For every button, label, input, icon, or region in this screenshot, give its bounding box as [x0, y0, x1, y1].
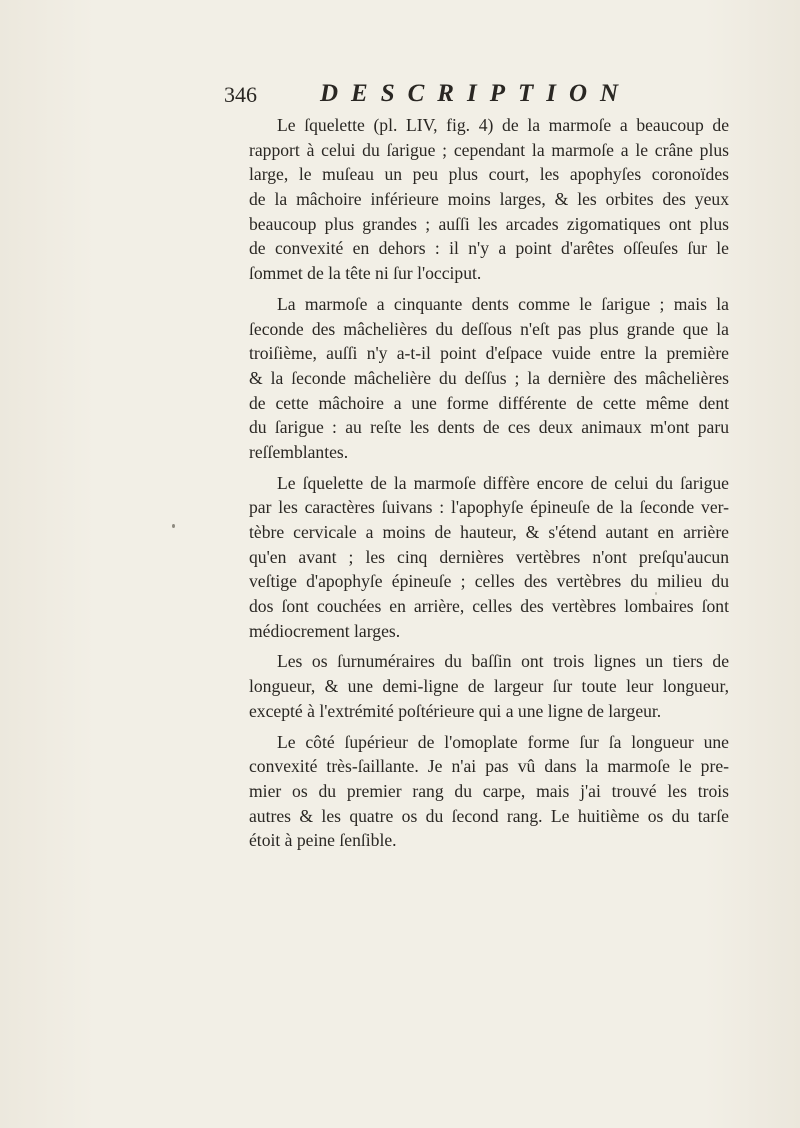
- body-text: [249, 113, 729, 853]
- text-line: large, le muſeau un peu plus court, les apophyſes coronoïdes: [249, 164, 729, 185]
- text-line: étoit à peine ſenſible.: [249, 830, 397, 851]
- paragraph: [249, 649, 729, 723]
- text-line: médiocrement larges.: [249, 620, 401, 641]
- text-line: dos ſont couchées en arrière, celles des vertèbres lombaires ſont: [249, 596, 729, 617]
- ink-speck: [655, 592, 657, 595]
- text-line: de cette mâchoire a une forme différente de cette même dent: [249, 392, 729, 413]
- text-line: autres & les quatre os du ſecond rang. Le huitième os du tarſe: [249, 805, 729, 826]
- text-line: par les caractères ſuivans : l'apophyſe épineuſe de la ſeconde ver-: [249, 497, 729, 518]
- page-number: 346: [224, 82, 257, 107]
- text-line: longueur, & une demi-ligne de largeur ſur toute leur longueur,: [249, 676, 729, 697]
- paragraph: [249, 113, 729, 286]
- text-line: veſtige d'apophyſe épineuſe ; celles des vertèbres du milieu du: [249, 571, 729, 592]
- text-line: beaucoup plus grandes ; auſſi les arcades zigomatiques ont plus: [249, 213, 729, 234]
- text-line: troiſième, auſſi n'y a-t-il point d'eſpace vuide entre la première: [249, 343, 729, 364]
- text-line: ſommet de la tête ni ſur l'occiput.: [249, 263, 482, 284]
- text-line: convexité très-ſaillante. Je n'ai pas vû dans la marmoſe le pre-: [249, 756, 729, 777]
- text-line: Le ſquelette de la marmoſe diffère encore de celui du ſarigue: [277, 472, 729, 493]
- text-line: ſeconde des mâchelières du deſſous n'eſt pas plus grande que la: [249, 318, 729, 339]
- text-line: reſſemblantes.: [249, 441, 349, 462]
- text-line: de la mâchoire inférieure moins larges, & les orbites des yeux: [249, 189, 729, 210]
- ink-speck: [172, 524, 175, 528]
- text-line: du ſarigue : au reſte les dents de ces deux animaux m'ont paru: [249, 417, 729, 438]
- text-line: Le ſquelette (pl. LIV, fig. 4) de la marmoſe a beaucoup de: [277, 115, 729, 135]
- paragraph: [249, 471, 729, 644]
- text-line: Le côté ſupérieur de l'omoplate forme ſur ſa longueur une: [277, 731, 729, 752]
- paragraph: [249, 730, 729, 853]
- text-line: rapport à celui du ſarigue ; cependant la marmoſe a le crâne plus: [249, 139, 729, 160]
- text-line: de convexité en dehors : il n'y a point d'arêtes oſſeuſes ſur le: [249, 238, 729, 259]
- text-line: tèbre cervicale a moins de hauteur, & s'étend autant en arrière: [249, 522, 729, 542]
- paragraph: [249, 292, 729, 465]
- text-line: La marmoſe a cinquante dents comme le ſarigue ; mais la: [277, 293, 729, 314]
- text-line: Les os ſurnuméraires du baſſin ont trois lignes un tiers de: [277, 651, 729, 672]
- text-line: excepté à l'extrémité poſtérieure qui a une ligne de largeur.: [249, 700, 662, 721]
- running-title: DESCRIPTION: [320, 80, 632, 107]
- text-line: qu'en avant ; les cinq dernières vertèbres n'ont preſqu'aucun: [249, 546, 729, 567]
- text-line: mier os du premier rang du carpe, mais j'ai trouvé les trois: [249, 780, 729, 801]
- text-line: & la ſeconde mâchelière du deſſus ; la dernière des mâchelières: [249, 367, 729, 388]
